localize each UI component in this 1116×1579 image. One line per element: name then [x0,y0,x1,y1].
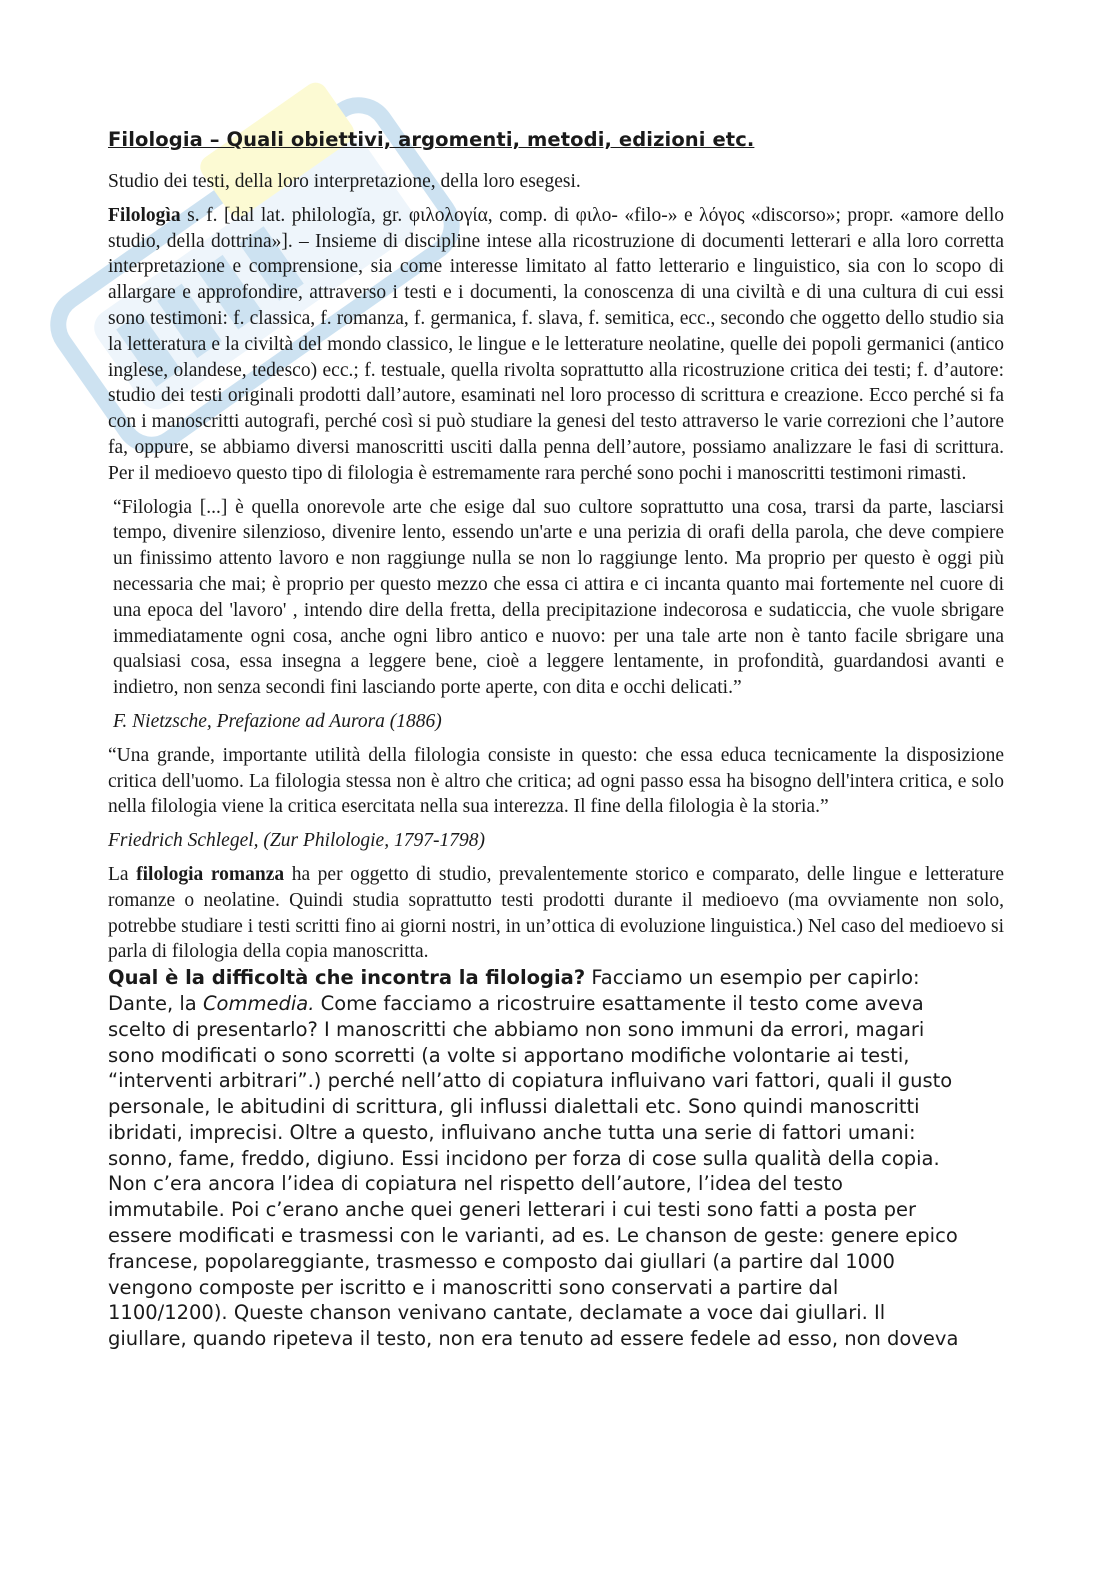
difficulty-line-1 [108,965,1004,991]
definition-body: s. f. [dal lat. philologĭa, gr. φιλολογία, comp. di φιλο- «filo-» e λόγος «discorso»; propr. «amore dello studio, della dottrina»]. – Insieme di discipline intese alla ricostruzione di documenti letterari e alla loro corretta interpretazione e comprensione, sia come interesse limitato al fatto letterario e linguistico, sia con lo scopo di allargare e approfondire, attraverso i testi e i documenti, la conoscenza di una civiltà e di una cultura di cui essi sono testimoni: f. classica, f. romanza, f. germanica, f. slava, f. semitica, ecc., secondo che oggetto dello studio sia la letteratura e la civiltà del mondo classico, le lingue e le letterature neolatine, quelle dei popoli germanici (antico inglese, olandese, tedesco) ecc.; f. testuale, quella rivolta soprattutto alla ricostruzione critica dei testi; f. d’autore: studio dei testi originali prodotti dall’autore, esaminati nel loro processo di scrittura e creazione. Ecco perché si fa con i manoscritti autografi, perché così si può studiare la genesi del testo attraverso le varie correzioni che l’autore fa, oppure, se abbiamo diversi manoscritti usciti dalla penna dell’autore, possiamo analizzare le fasi di scrittura. Per il medioevo questo tipo di filologia è estremamente rara perché sono pochi i manoscritti testimoni rimasti. [108,204,1004,484]
difficulty-line: personale, le abitudini di scrittura, gli influssi dialettali etc. Sono quindi manoscritti [108,1095,920,1119]
difficulty-line-2 [108,991,1004,1017]
page-title: Filologia – Quali obiettivi, argomenti, metodi, edizioni etc. [108,128,755,151]
schlegel-quote: “Una grande, importante utilità della filologia consiste in questo: che essa educa tecnicamente la disposizione critica dell'uomo. La filologia stessa non è altro che critica; ad ogni passo essa ha bisogno dell'intera critica, e solo nella filologia viene la critica esercitata nella sua interezza. Il fine della filologia è la storia.” [108,744,1004,818]
commedia-title: Commedia. [202,991,315,1015]
difficulty-line: giullare, quando ripeteva il testo, non era tenuto ad essere fedele ad esso, non doveva [108,1327,959,1351]
difficulty-line: immutabile. Poi c’erano anche quei generi letterari i cui testi sono fatti a posta per [108,1198,917,1222]
difficulty-line: vengono composte per iscritto e i manoscritti sono conservati a partire dal [108,1275,839,1299]
difficulty-line: 1100/1200). Queste chanson venivano cantate, declamate a voce dai giullari. Il [108,1301,886,1325]
difficulty-line1-rest: Facciamo un esempio per capirlo: [585,966,920,990]
romanza-paragraph [108,862,1004,965]
schlegel-source: Friedrich Schlegel, (Zur Philologie, 1797-1798) [108,830,485,852]
difficulty-line2-post: Come facciamo a ricostruire esattamente il testo come aveva [314,991,924,1015]
difficulty-question: Qual è la difficoltà che incontra la filologia? [108,966,586,990]
difficulty-line: ibridati, imprecisi. Oltre a questo, influivano anche tutta una serie di fattori umani: [108,1120,916,1144]
difficulty-line: essere modificati e trasmessi con le varianti, ad es. Le chanson de geste: genere epico [108,1224,958,1248]
nietzsche-quote: “Filologia [...] è quella onorevole arte che esige dal suo cultore soprattutto una cosa, trarsi da parte, lasciarsi tempo, divenire silenzioso, divenire lento, essendo un'arte e una perizia di orafi della parola, che deve compiere un finissimo attento lavoro e non raggiunge nulla se non lo raggiunge lento. Ma proprio per questo è oggi più necessaria che mai; è proprio per questo mezzo che essa ci attira e ci incanta quanto mai fortemente nel cuore di una epoca del 'lavoro' , intendo dire della fretta, della precipitazione indecorosa e sudaticcia, che vuole sbrigare immediatamente ogni cosa, anche ogni libro antico e nuovo: per una tale arte non è tanto facile sbrigare una qualsiasi cosa, essa insegna a leggere bene, cioè a leggere lentamente, in profondità, guardandosi avanti e indietro, non senza secondi fini lasciando porte aperte, con dita e occhi delicati.” [113,496,1004,699]
difficulty-line: sonno, fame, freddo, digiuno. Essi incidono per forza di cose sulla qualità della copia. [108,1146,940,1170]
definition-paragraph [108,203,1004,487]
difficulty-section [108,965,1004,1352]
difficulty-line: Non c’era ancora l’idea di copiatura nel rispetto dell’autore, l’idea del testo [108,1172,843,1196]
difficulty-line: “interventi arbitrari”.) perché nell’atto di copiatura influivano vari fattori, quali il gusto [108,1069,953,1093]
romanza-post: ha per oggetto di studio, prevalentemente storico e comparato, delle lingue e letterature romanze o neolatine. Quindi studia soprattutto testi prodotti durante il medioevo (ma ovviamente non solo, potrebbe studiare i testi scritti fino ai giorni nostri, in un’ottica di evoluzione linguistica.) Nel caso del medioevo si parla di filologia della copia manoscritta. [108,863,1004,963]
nietzsche-source: F. Nietzsche, Prefazione ad Aurora (1886) [113,710,442,732]
intro-paragraph: Studio dei testi, della loro interpretazione, della loro esegesi. [108,171,581,192]
document-body [108,128,1004,1352]
difficulty-line2-pre: Dante, la [108,991,203,1015]
difficulty-line: francese, popolareggiante, trasmesso e composto dai giullari (a partire dal 1000 [108,1249,895,1273]
difficulty-line: scelto di presentarlo? I manoscritti che abbiamo non sono immuni da errori, magari [108,1017,925,1041]
romanza-term: filologia romanza [136,863,285,885]
difficulty-line: sono modificati o sono scorretti (a volte si apportano modifiche volontarie ai testi, [108,1043,910,1067]
romanza-pre: La [108,863,137,885]
definition-term: Filologìa [108,204,181,226]
